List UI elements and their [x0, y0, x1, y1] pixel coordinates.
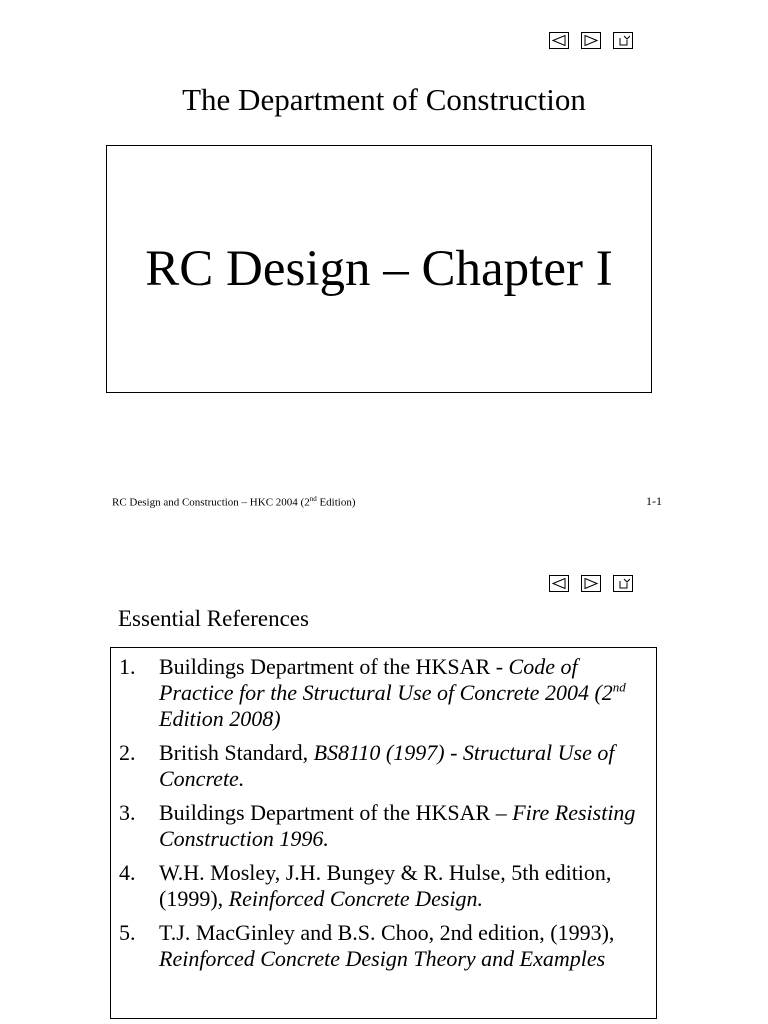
reference-number: 5.	[119, 920, 136, 945]
reference-number: 4.	[119, 860, 136, 885]
slide-footer	[112, 495, 356, 509]
previous-arrow-icon	[552, 578, 566, 589]
references-heading: Essential References	[118, 606, 309, 631]
return-button[interactable]	[613, 575, 633, 592]
prev-slide-button[interactable]	[549, 32, 569, 49]
reference-author: Buildings Department of the HKSAR –	[159, 800, 513, 825]
reference-number: 1.	[119, 654, 136, 679]
slide1-nav	[549, 32, 633, 49]
next-slide-button[interactable]	[581, 32, 601, 49]
list-item	[119, 800, 656, 852]
list-item	[119, 920, 656, 972]
reference-title: Fire Resisting Construction 1996.	[159, 800, 636, 851]
prev-slide-button[interactable]	[549, 575, 569, 592]
chapter-title-box	[106, 145, 652, 393]
reference-number: 3.	[119, 800, 136, 825]
list-item	[119, 860, 656, 912]
reference-author: W.H. Mosley, J.H. Bungey & R. Hulse, 5th edition, (1999),	[159, 860, 612, 911]
reference-text	[159, 800, 656, 852]
next-slide-button[interactable]	[581, 575, 601, 592]
reference-author: Buildings Department of the HKSAR -	[159, 654, 509, 679]
chapter-title: RC Design – Chapter I	[145, 241, 613, 297]
reference-title: Reinforced Concrete Design.	[228, 886, 484, 911]
reference-number: 2.	[119, 740, 136, 765]
reference-text	[159, 740, 656, 792]
reference-title: Code of Practice for the Structural Use of Concrete 2004 (2	[159, 654, 613, 705]
return-button[interactable]	[613, 32, 633, 49]
return-icon	[616, 577, 630, 590]
reference-text	[159, 920, 656, 972]
previous-arrow-icon	[552, 35, 566, 46]
reference-author: British Standard,	[159, 740, 314, 765]
department-title: The Department of Construction	[182, 82, 586, 117]
footer-text-b: Edition)	[316, 496, 356, 509]
footer-text-a: RC Design and Construction – HKC 2004 (2	[112, 496, 310, 509]
reference-title: BS8110 (1997) - Structural Use of Concrete.	[159, 740, 615, 791]
footer-superscript: nd	[309, 495, 317, 503]
reference-title-tail: Edition 2008)	[159, 706, 281, 731]
reference-title: Reinforced Concrete Design Theory and Examples	[159, 946, 606, 971]
slide2-nav	[549, 575, 633, 592]
return-icon	[616, 34, 630, 47]
reference-text	[159, 860, 656, 912]
reference-author: T.J. MacGinley and B.S. Choo, 2nd edition, (1993),	[159, 920, 615, 945]
page-number: 1-1	[646, 494, 662, 508]
reference-superscript: nd	[612, 679, 626, 695]
next-arrow-icon	[584, 578, 598, 589]
reference-text	[159, 654, 656, 732]
references-box	[110, 647, 657, 1019]
list-item	[119, 654, 656, 732]
references-list	[119, 654, 656, 972]
next-arrow-icon	[584, 35, 598, 46]
list-item	[119, 740, 656, 792]
